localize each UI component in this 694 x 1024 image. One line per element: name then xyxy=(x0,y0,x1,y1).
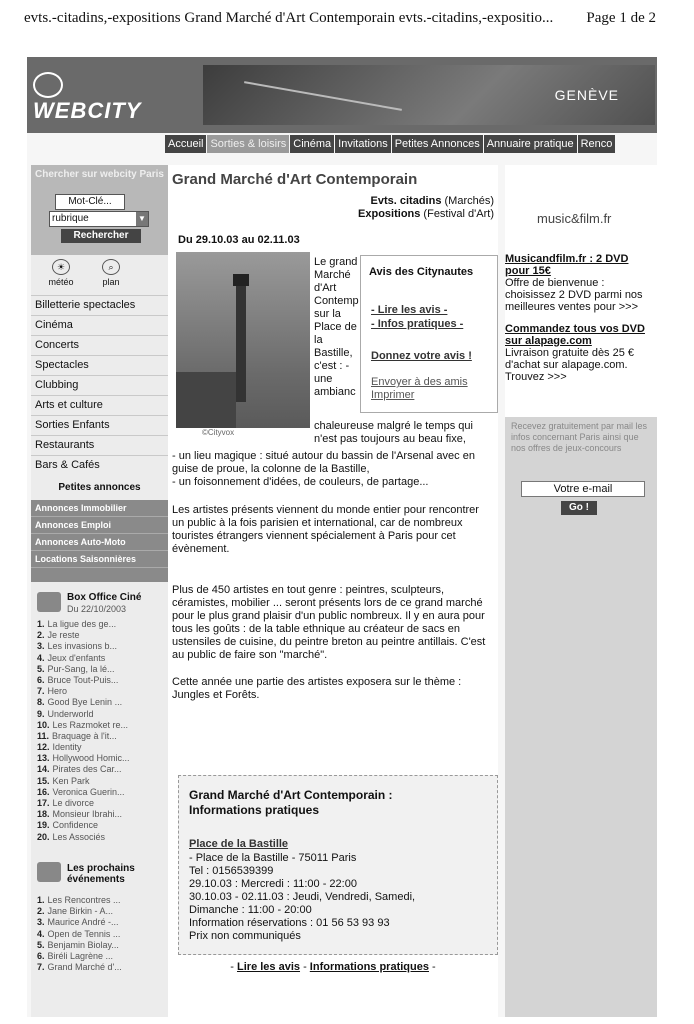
map-line xyxy=(244,81,402,111)
practical-info-link[interactable]: - Infos pratiques - xyxy=(371,318,464,330)
rubrique-select[interactable]: rubrique ▼ xyxy=(49,211,149,227)
box-office-item[interactable]: 20. Les Associés xyxy=(37,831,106,842)
categories: Evts. citadins (Marchés) Expositions (Festival d'Art) xyxy=(358,195,494,220)
sidebar-item[interactable]: Bars & Cafés xyxy=(31,455,168,475)
ad-text: Offre de bienvenue : choisissez 2 DVD parmi nos meilleures ventes pour >>> xyxy=(505,277,643,313)
sidebar-item[interactable]: Billetterie spectacles xyxy=(31,295,168,315)
upcoming-item[interactable]: 5. Benjamin Biolay... xyxy=(37,939,119,950)
upcoming-item[interactable]: 7. Grand Marché d'... xyxy=(37,962,122,973)
upcoming-list xyxy=(31,895,168,973)
box-office-item[interactable]: 2. Je reste xyxy=(37,630,80,641)
box-office-list xyxy=(31,619,168,843)
globe-icon xyxy=(33,72,63,98)
petites-annonces-list xyxy=(31,500,168,582)
info-line: 29.10.03 : Mercredi : 11:00 - 22:00 xyxy=(189,878,357,890)
map-icon: ⌕ xyxy=(102,259,120,275)
sidebar-item[interactable]: Sorties Enfants xyxy=(31,415,168,435)
upcoming-item[interactable]: 4. Open de Tennis ... xyxy=(37,928,121,939)
ad-text: Livraison gratuite dès 25 € d'achat sur alapage.com. Trouvez >>> xyxy=(505,347,635,383)
print-header xyxy=(0,0,694,34)
keyword-input[interactable]: Mot-Clé... xyxy=(55,194,125,210)
site-banner xyxy=(27,57,657,133)
info-line: 30.10.03 - 02.11.03 : Jeudi, Vendredi, Samedi, xyxy=(189,891,416,903)
intro-continued: chaleureuse malgré le temps qui n'est pas toujours au beau fixe, xyxy=(314,420,473,445)
info-line: Dimanche : 11:00 - 20:00 xyxy=(189,904,312,916)
paragraph: Plus de 450 artistes en tout genre : peintres, sculpteurs, céramistes, mobilier ... seront présents lors de ce grand marché pour le plus grand plaisir d'un public nombreux. Il y en aura pour tous les goûts : de la table ethnique au créateur de sacs en ustensiles de cuisine, du peintre breton au peintre antillais. C'est au public de faire son "marché". xyxy=(172,584,486,661)
weather-icon: ☀ xyxy=(52,259,70,275)
chevron-down-icon: ▼ xyxy=(136,212,148,226)
category-link[interactable]: Expositions xyxy=(358,208,421,220)
banner-city: GENÈVE xyxy=(554,87,619,103)
newsletter xyxy=(505,417,657,1017)
webpage xyxy=(27,57,657,1017)
upcoming-item[interactable]: 6. Biréli Lagrène ... xyxy=(37,950,114,961)
box-office xyxy=(31,589,168,843)
sidebar-item[interactable]: Arts et culture xyxy=(31,395,168,415)
main-nav xyxy=(165,135,616,153)
box-office-item[interactable]: 11. Braquage à l'it... xyxy=(37,730,117,741)
box-office-item[interactable]: 13. Hollywood Homic... xyxy=(37,753,130,764)
ad-link[interactable]: Musicandfilm.fr : 2 DVD pour 15€ xyxy=(505,253,629,277)
banner-image xyxy=(203,65,655,125)
photo-credit: ©Cityvox xyxy=(202,428,235,437)
bottom-links: - Lire les avis - Informations pratiques - xyxy=(230,961,436,973)
nav-tab[interactable]: Invitations xyxy=(335,135,391,153)
calendar-icon xyxy=(37,862,61,882)
box-office-item[interactable]: 17. Le divorce xyxy=(37,798,95,808)
meteo-link[interactable]: ☀ météo xyxy=(41,259,81,287)
info-title: Grand Marché d'Art Contemporain : Informations pratiques xyxy=(189,788,393,817)
box-office-item[interactable]: 15. Ken Park xyxy=(37,775,90,786)
ad-link[interactable]: Commandez tous vos DVD sur alapage.com xyxy=(505,323,645,347)
box-office-item[interactable]: 1. La ligue des ge... xyxy=(37,619,117,629)
nav-tab[interactable]: Renco xyxy=(578,135,616,153)
box-office-item[interactable]: 10. Les Razmoket re... xyxy=(37,719,129,730)
read-reviews-link[interactable]: - Lire les avis - xyxy=(371,304,448,316)
box-office-item[interactable]: 18. Monsieur Ibrahi... xyxy=(37,809,123,820)
upcoming-events xyxy=(31,859,168,973)
info-line: Tel : 0156539399 xyxy=(189,865,274,877)
page-title: Grand Marché d'Art Contemporain xyxy=(172,171,418,188)
box-office-item[interactable]: 4. Jeux d'enfants xyxy=(37,652,106,663)
paragraph: Les artistes présents viennent du monde entier pour rencontrer un public à la fois parisien et international, car de nombreux touristes étrangers viennent spécialement à Paris pour cet évènement. xyxy=(172,504,479,555)
sidebar-menu xyxy=(31,295,168,475)
sidebar-item[interactable]: Concerts xyxy=(31,335,168,355)
info-line: Information réservations : 01 56 53 93 93 xyxy=(189,917,390,929)
reviews-heading: Avis des Citynautes xyxy=(369,266,474,278)
right-sidebar xyxy=(505,165,657,1017)
search-box xyxy=(31,165,168,255)
article xyxy=(168,165,498,1017)
plan-link[interactable]: ⌕ plan xyxy=(91,259,131,287)
practical-info-link[interactable]: Informations pratiques xyxy=(309,961,429,973)
send-friends-link[interactable]: Envoyer à des amis xyxy=(371,376,468,388)
nav-tab[interactable]: Sorties & loisirs xyxy=(207,135,289,153)
left-sidebar xyxy=(31,165,168,1017)
upcoming-item[interactable]: 2. Jane Birkin - A... xyxy=(37,906,114,917)
ads xyxy=(505,253,655,383)
upcoming-item[interactable]: 1. Les Rencontres ... xyxy=(37,895,121,905)
box-office-item[interactable]: 16. Veronica Guerin... xyxy=(37,786,125,797)
give-review-link[interactable]: Donnez votre avis ! xyxy=(371,350,472,362)
event-photo xyxy=(176,252,310,428)
musicandfilm-logo[interactable]: music&film.fr xyxy=(537,211,612,226)
info-line: Prix non communiqués xyxy=(189,930,301,942)
nav-tab[interactable]: Cinéma xyxy=(290,135,334,153)
box-office-item[interactable]: 12. Identity xyxy=(37,742,82,753)
paragraph: Cette année une partie des artistes exposera sur le thème : Jungles et Forêts. xyxy=(172,676,462,701)
intro-text: Le grand Marché d'Art Contemp sur la Place de la Bastille, c'est : - une ambianc xyxy=(314,256,359,398)
film-icon xyxy=(37,592,61,612)
sidebar-item[interactable]: Restaurants xyxy=(31,435,168,455)
upcoming-item[interactable]: 3. Maurice André -... xyxy=(37,917,119,928)
box-office-date: Du 22/10/2003 xyxy=(67,604,127,614)
sidebar-item[interactable]: Spectacles xyxy=(31,355,168,375)
box-office-item[interactable]: 6. Bruce Tout-Puis... xyxy=(37,674,119,685)
upcoming-title: Les prochains événements xyxy=(67,863,135,885)
petites-annonces-heading: Petites annonces xyxy=(58,482,141,493)
box-office-item[interactable]: 7. Hero xyxy=(37,686,68,697)
print-title: evts.-citadins,-expositions Grand Marché d'Art Contemporain evts.-citadins,-expositio... xyxy=(24,10,554,26)
box-office-item[interactable]: 8. Good Bye Lenin ... xyxy=(37,697,123,708)
box-office-item[interactable]: 3. Les invasions b... xyxy=(37,641,118,652)
go-button[interactable]: Go ! xyxy=(561,501,597,515)
practical-info xyxy=(178,775,498,955)
annonce-link[interactable]: Annonces Auto-Moto xyxy=(31,534,168,551)
place-link[interactable]: Place de la Bastille xyxy=(189,838,289,850)
annonce-link[interactable]: Annonces Emploi xyxy=(31,517,168,534)
box-office-item[interactable]: 5. Pur-Sang, la lé... xyxy=(37,663,115,674)
lieu-text: - un lieu magique : situé autour du bassin de l'Arsenal avec en guise de proue, la colonne de la Bastille, xyxy=(172,450,475,475)
reviews-box xyxy=(360,255,498,413)
sidebar-item[interactable]: Clubbing xyxy=(31,375,168,395)
site-logo[interactable]: WEBCITY xyxy=(33,71,163,99)
annonce-link[interactable]: Locations Saisonnières xyxy=(31,551,168,568)
foison-text: - un foisonnement d'idées, de couleurs, de partage... xyxy=(172,476,429,488)
quick-icons xyxy=(31,257,168,293)
event-dates: Du 29.10.03 au 02.11.03 xyxy=(178,234,300,246)
box-office-item[interactable]: 9. Underworld xyxy=(37,708,94,719)
box-office-title: Box Office Ciné xyxy=(67,592,142,603)
read-reviews-link[interactable]: Lire les avis xyxy=(237,961,301,973)
email-field[interactable]: Votre e-mail xyxy=(521,481,645,497)
sidebar-item[interactable]: Cinéma xyxy=(31,315,168,335)
newsletter-text: Recevez gratuitement par mail les infos concernant Paris ainsi que nos offres de jeux-concours xyxy=(511,421,648,453)
category-link[interactable]: Evts. citadins xyxy=(370,195,442,207)
search-heading: Chercher sur webcity Paris xyxy=(35,169,164,180)
nav-tab[interactable]: Accueil xyxy=(165,135,206,153)
info-lines xyxy=(189,852,415,943)
page-number: Page 1 de 2 xyxy=(586,10,656,26)
search-button[interactable]: Rechercher xyxy=(61,229,141,243)
info-line: - Place de la Bastille - 75011 Paris xyxy=(189,852,357,864)
annonce-link[interactable]: Annonces Immobilier xyxy=(31,500,168,517)
nav-tab[interactable]: Petites Annonces xyxy=(392,135,483,153)
box-office-item[interactable]: 14. Pirates des Car... xyxy=(37,764,122,775)
print-link[interactable]: Imprimer xyxy=(371,389,415,401)
share-links xyxy=(371,376,468,402)
box-office-item[interactable]: 19. Confidence xyxy=(37,820,99,831)
nav-tab[interactable]: Annuaire pratique xyxy=(484,135,577,153)
